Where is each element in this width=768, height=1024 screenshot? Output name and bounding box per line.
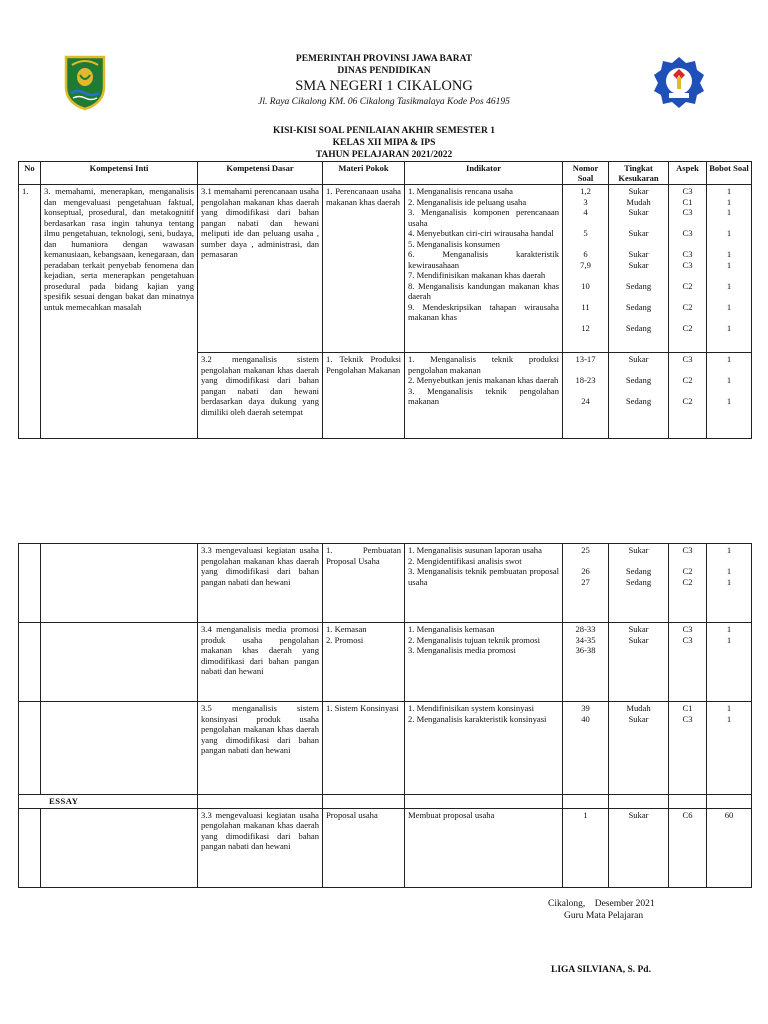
col-kompetensi-dasar: Kompetensi Dasar bbox=[198, 162, 323, 185]
col-bobot-soal: Bobot Soal bbox=[707, 162, 752, 185]
materi-cell: 1. Pembuatan Proposal Usaha bbox=[323, 544, 405, 623]
nomor-soal-cell: 25 26 27 bbox=[581, 545, 590, 587]
table-row bbox=[19, 702, 752, 795]
doc-class: KELAS XII MIPA & IPS bbox=[332, 138, 436, 148]
kisi-kisi-table bbox=[18, 161, 752, 439]
table-row bbox=[19, 808, 752, 887]
indikator-cell: 1. Menganalisis teknik produksi pengolahan makanan 2. Menyebutkan jenis makanan khas daerah 3. Menganalisis teknik pengolahan makanan bbox=[408, 354, 559, 406]
nomor-soal-cell: 39 40 bbox=[581, 703, 590, 724]
nomor-soal-cell: 28-33 34-35 36-38 bbox=[575, 624, 596, 655]
kompetensi-dasar-cell: 3.3 mengevaluasi kegiatan usaha pengolahan makanan khas daerah yang dimodifikasi dari bahan pangan nabati dan hewani bbox=[198, 808, 323, 887]
bobot-cell: 1 1 1 bbox=[726, 545, 732, 587]
col-no: No bbox=[19, 162, 41, 185]
table-header-row bbox=[19, 162, 752, 185]
row-number: 1. bbox=[19, 185, 41, 439]
table-row bbox=[19, 623, 752, 702]
table-row bbox=[19, 185, 752, 353]
kompetensi-dasar-cell: 3.2 menganalisis sistem pengolahan makanan khas daerah yang dimodifikasi dari bahan pangan nabati dan hewani berdasarkan daya dukung yang dimiliki oleh daerah setempat bbox=[198, 353, 323, 439]
essay-section-row bbox=[19, 795, 752, 809]
indikator-cell: 1. Mendifinisikan system konsinyasi 2. Menganalisis karakteristik konsinyasi bbox=[408, 703, 547, 724]
materi-cell: 1. Kemasan 2. Promosi bbox=[326, 624, 367, 645]
tut-wuri-handayani-emblem-icon bbox=[652, 55, 706, 109]
aspek-cell: C3 C3 bbox=[682, 624, 693, 645]
nomor-soal-cell: 1 bbox=[563, 808, 609, 887]
bobot-cell: 1 1 1 bbox=[726, 354, 732, 406]
kompetensi-dasar-cell: 3.1 memahami perencanaan usaha pengolahan makanan khas daerah yang dimodifikasi dari bahan pangan nabati dan hewani meliputi ide dan peluang usaha , sumber daya , administrasi, dan pemasaran bbox=[198, 185, 323, 353]
kisi-kisi-table-continued bbox=[18, 543, 752, 888]
materi-cell: 1. Sistem Konsinyasi bbox=[323, 702, 405, 795]
indikator-cell: Membuat proposal usaha bbox=[405, 808, 563, 887]
col-materi-pokok: Materi Pokok bbox=[323, 162, 405, 185]
school-name: SMA NEGERI 1 CIKALONG bbox=[295, 78, 473, 94]
indikator-cell: 1. Menganalisis rencana usaha 2. Menganalisis ide peluang usaha 3. Menganalisis komponen perencanaan usaha 4. Menyebutkan ciri-ciri wirausaha handal 5. Menganalisis konsumen 6. Menganalisis karakteristik kewirausahaan 7. Mendifinisikan makanan khas daerah 8. Menganalisis kandungan makanan khas daerah 9. Mendeskripsikan tahapan wirausaha makanan khas bbox=[408, 186, 559, 322]
bobot-cell: 1 1 bbox=[726, 703, 732, 724]
kompetensi-dasar-cell: 3.4 menganalisis media promosi produk usaha pengolahan makanan khas daerah yang dimodifikasi dari bahan pangan nabati dan hewani bbox=[198, 623, 323, 702]
bobot-cell: 1 1 bbox=[726, 624, 732, 645]
bobot-cell: 60 bbox=[707, 808, 752, 887]
materi-cell: Proposal usaha bbox=[323, 808, 405, 887]
letterhead bbox=[0, 0, 768, 178]
col-kompetensi-inti: Kompetensi Inti bbox=[41, 162, 198, 185]
bobot-cell: 1 1 1 1 1 1 1 1 1 bbox=[726, 186, 732, 333]
gov-name: PEMERINTAH PROVINSI JAWA BARAT bbox=[295, 54, 473, 64]
nomor-soal-cell: 13-17 18-23 24 bbox=[575, 354, 596, 406]
col-nomor-soal: Nomor Soal bbox=[563, 162, 609, 185]
office-name: DINAS PENDIDIKAN bbox=[337, 66, 431, 76]
col-aspek: Aspek bbox=[669, 162, 707, 185]
aspek-cell: C3 C2 C2 bbox=[682, 545, 693, 587]
tingkat-cell: Sukar bbox=[609, 808, 669, 887]
doc-title: KISI-KISI SOAL PENILAIAN AKHIR SEMESTER 1 bbox=[273, 126, 495, 136]
kompetensi-inti-cell: 3. memahami, menerapkan, menganalisis dan mengevaluasi pengetahuan faktual, konseptual, prosedural, dan metakognitif berdasarkan rasa ingin tahunya tentang ilmu pengetahuan, teknologi, seni, budaya, dan humaniora dengan wawasan kemanusiaan, kebangsaan, kenegaraan, dan peradaban terkait penyebab fenomena dan kejadian, serta menerapkan pengetahuan prosedural pada bidang kajian yang spesifik sesuai dengan bakat dan minatnya untuk memecahkan masalah bbox=[41, 185, 198, 439]
aspek-cell: C1 C3 bbox=[682, 703, 693, 724]
col-indikator: Indikator bbox=[405, 162, 563, 185]
tingkat-cell: Sukar Mudah Sukar Sukar Sukar Sukar Sedang Sedang Sedang bbox=[625, 186, 652, 333]
doc-year: TAHUN PELAJARAN 2021/2022 bbox=[315, 150, 453, 160]
table-row bbox=[19, 544, 752, 623]
aspek-cell: C6 bbox=[669, 808, 707, 887]
tingkat-cell: Sukar Sedang Sedang bbox=[625, 354, 652, 406]
aspek-cell: C3 C2 C2 bbox=[682, 354, 693, 406]
materi-cell: 1. Teknik Produksi Pengolahan Makanan bbox=[323, 353, 405, 439]
signature-name: LIGA SILVIANA, S. Pd. bbox=[551, 965, 651, 975]
aspek-cell: C3 C1 C3 C3 C3 C3 C2 C2 C2 bbox=[682, 186, 693, 333]
tingkat-cell: Sukar Sedang Sedang bbox=[625, 545, 652, 587]
materi-cell: 1. Perencanaan usaha makanan khas daerah bbox=[323, 185, 405, 353]
tingkat-cell: Mudah Sukar bbox=[626, 703, 651, 724]
indikator-cell: 1. Menganalisis kemasan 2. Menganalisis tujuan teknik promosi 3. Menganalisis media promosi bbox=[408, 624, 540, 655]
indikator-cell: 1. Menganalisis susunan laporan usaha 2. Mengidentifikasi analisis swot 3. Menganalisis teknik pembuatan proposal usaha bbox=[408, 545, 559, 587]
col-tingkat-kesukaran: Tingkat Kesukaran bbox=[609, 162, 669, 185]
nomor-soal-cell: 1,2 3 4 5 6 7,9 10 11 12 bbox=[580, 186, 591, 333]
signature-place-date: Cikalong, Desember 2021 bbox=[548, 899, 655, 909]
kompetensi-dasar-cell: 3.5 menganalisis sistem konsinyasi produk usaha pengolahan makanan khas daerah yang dimodifikasi dari bahan pangan nabati dan hewani bbox=[198, 702, 323, 795]
tingkat-cell: Sukar Sukar bbox=[628, 624, 649, 645]
signature-role: Guru Mata Pelajaran bbox=[564, 911, 644, 921]
school-address: Jl. Raya Cikalong KM. 06 Cikalong Tasikmalaya Kode Pos 46195 bbox=[258, 97, 510, 107]
essay-label: ESSAY bbox=[19, 795, 198, 809]
kompetensi-dasar-cell: 3.3 mengevaluasi kegiatan usaha pengolahan makanan khas daerah yang dimodifikasi dari bahan pangan nabati dan hewani bbox=[198, 544, 323, 623]
